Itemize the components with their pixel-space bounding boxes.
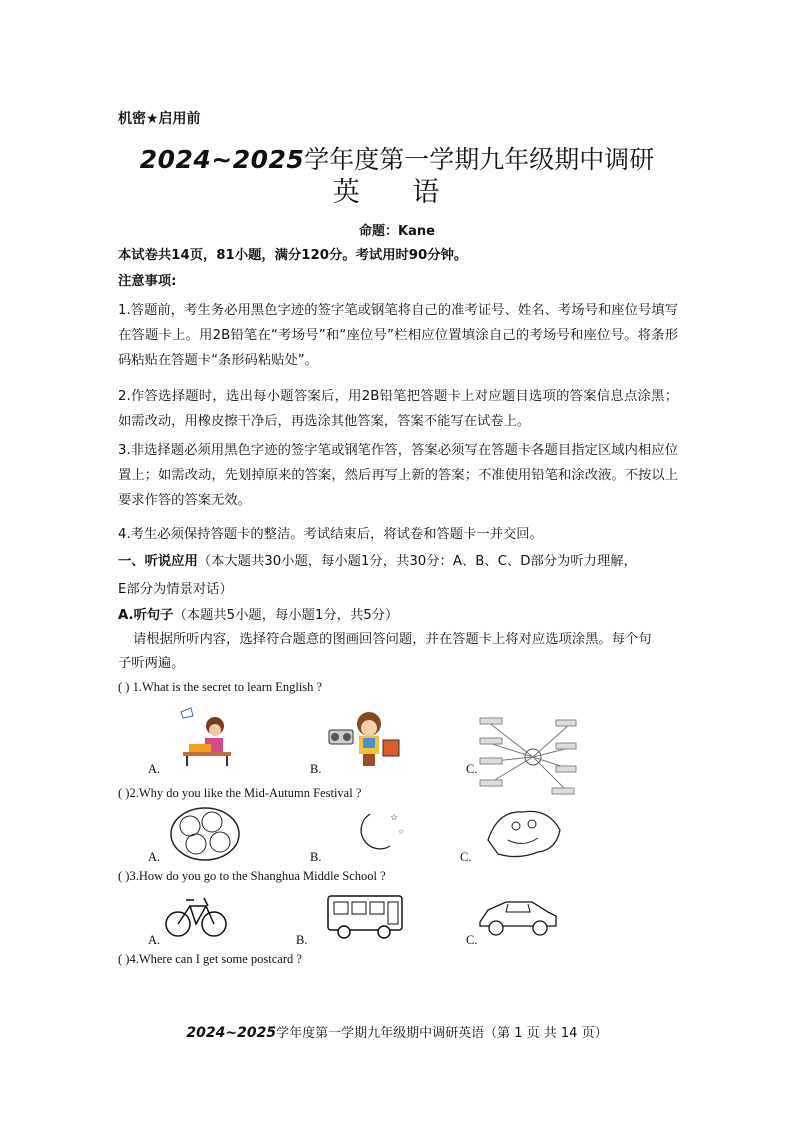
q3-option-c[interactable]: C. [466, 933, 478, 947]
mind-map-icon [478, 712, 578, 802]
partA-instruction-line1: 请根据所听内容，选择符合题意的图画回答问题，并在答题卡上将对应选项涂黑。每个句 [133, 632, 652, 647]
moon-stars-icon [350, 806, 410, 856]
question-4: ( )4.Where can I get some postcard ? [118, 952, 302, 966]
question-2: ( )2.Why do you like the Mid-Autumn Festival ? [118, 786, 362, 800]
question-1: ( ) 1.What is the secret to learn English ? [118, 680, 323, 694]
q1-option-b[interactable]: B. [310, 762, 322, 776]
bicycle-icon [164, 890, 228, 940]
svg-text:☆: ☆ [398, 828, 405, 836]
subject-title: 英 语 [332, 177, 462, 208]
notes-heading: 注意事项: [118, 274, 177, 289]
exam-summary: 本试卷共14页，81小题，满分120分。考试用时90分钟。 [118, 248, 468, 263]
confidential-label: 机密★启用前 [118, 111, 201, 127]
section1-heading-line2: E部分为情景对话） [118, 582, 233, 597]
q3-option-a[interactable]: A. [148, 933, 161, 947]
partA-desc: （本题共5小题，每小题1分，共5分） [173, 608, 399, 623]
girl-reading-icon [175, 706, 235, 768]
question-3: ( )3.How do you go to the Shanghua Middle School ? [118, 869, 386, 883]
partA-heading [118, 604, 398, 628]
q1-option-a[interactable]: A. [148, 762, 161, 776]
bus-icon [326, 894, 404, 940]
note-item-4: 4.考生必须保持答题卡的整洁。考试结束后，将试卷和答题卡一并交回。 [118, 527, 543, 542]
girl-radio-icon [325, 706, 405, 766]
section1-heading-desc: （本大题共30小题，每小题1分，共30分：A、B、C、D部分为听力理解， [197, 554, 637, 569]
q2-option-a[interactable]: A. [148, 850, 161, 864]
lion-dance-icon [478, 800, 568, 866]
section1-heading-line1 [118, 550, 637, 574]
q2-option-c[interactable]: C. [460, 850, 472, 864]
partA-instruction-line2: 子听两遍。 [118, 656, 185, 671]
note-item-1: 1.答题前，考生务必用黑色字迹的签字笔或钢笔将自己的准考证号、姓名、考场号和座位号填写在答题卡上。用2B铅笔在“考场号”和“座位号”栏相应位置填涂自己的考场号和座位号。将条形码粘贴在答题卡“条形码粘贴处”。 [118, 303, 678, 368]
q3-option-b[interactable]: B. [296, 933, 308, 947]
svg-text:☆: ☆ [390, 813, 399, 823]
footer-text: 学年度第一学期九年级期中调研英语（第 1 页 共 14 页） [276, 1026, 608, 1041]
note-item-2: 2.作答选择题时，选出每小题答案后，用2B铅笔把答题卡上对应题目选项的答案信息点涂黑；如需改动，用橡皮擦干净后，再选涂其他答案，答案不能写在试卷上。 [118, 389, 678, 429]
mooncakes-icon [168, 806, 242, 862]
section1-heading: 一、听说应用 [118, 554, 198, 569]
page-footer [0, 1022, 794, 1041]
footer-year: 2024~2025 [186, 1025, 277, 1041]
q1-option-c[interactable]: C. [466, 762, 478, 776]
car-icon [476, 892, 560, 940]
title-year: 2024~2025 [139, 145, 305, 174]
author-line: 命题：Kane [359, 224, 435, 239]
q2-option-b[interactable]: B. [310, 850, 322, 864]
note-item-3: 3.非选择题必须用黑色字迹的签字笔或钢笔作答，答案必须写在答题卡各题目指定区域内相应位置上；如需改动，先划掉原来的答案，然后再写上新的答案；不准使用铅笔和涂改液。不按以上要求作答的答案无效。 [118, 443, 678, 508]
partA-title: A.听句子 [118, 608, 174, 623]
title-rest: 学年度第一学期九年级期中调研 [304, 145, 655, 174]
